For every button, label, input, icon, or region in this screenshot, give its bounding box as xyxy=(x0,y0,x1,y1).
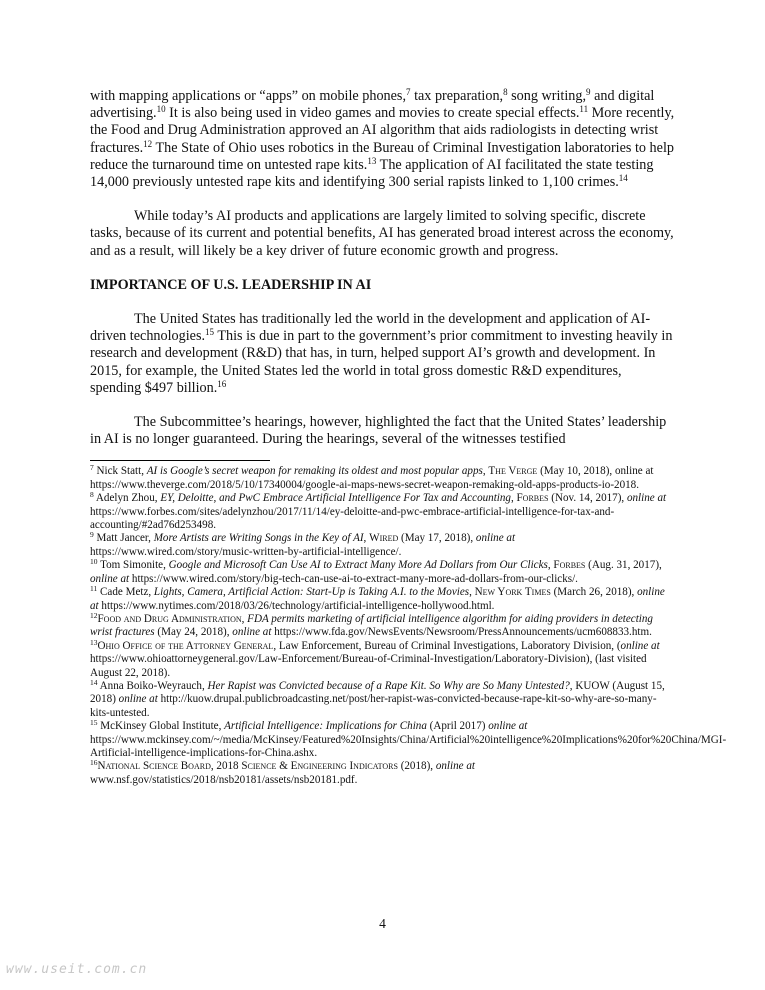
paragraph-broad-interest: While today’s AI products and applications are largely limited to solving specific, discrete tasks, because of its current and potential benefits, AI has generated broad interest across the economy, and as a result, will likely be a key driver of future economic growth and progress. xyxy=(90,208,674,259)
footnote-16: $^{16}$National Science Board, 2018 Science & Engineering Indicators (2018), online at www.nsf.gov/statistics/2018/nsb20181/assets/nsb20181.pdf. xyxy=(90,758,475,786)
paragraph-gap xyxy=(90,294,676,311)
paragraph-subcommittee: The Subcommittee’s hearings, however, highlighted the fact that the United States’ leadership in AI is no longer guaranteed. During the hearings, several of the witnesses testified xyxy=(90,414,667,448)
footnote-ref-16[interactable]: 16 xyxy=(217,378,227,389)
footnote-15: $^{15}$ McKinsey Global Institute, Artificial Intelligence: Implications for China (April 2017) online at https://www.mckinsey.com/~/media/McKinsey/Featured%20Insights/China/Artificial%20intelligence%20Implications%20for%20China/MGI-Artificial-intelligence-implications-for-China.ashx. xyxy=(90,718,727,759)
footnote-ref-7[interactable]: 7 xyxy=(406,87,411,97)
footnote-ref-13[interactable]: 13 xyxy=(367,155,377,166)
footnote-ref-9[interactable]: 9 xyxy=(586,87,591,97)
footnote-separator xyxy=(90,460,270,461)
footnote-10: $^{10}$ Tom Simonite, Google and Microsoft Can Use AI to Extract Many More Ad Dollars from Our Clicks, Forbes (Aug. 31, 2017), online at https://www.wired.com/story/big-tech-can-use-ai-to-extract-many-more-ad-dollars-from-our-clicks/. xyxy=(90,557,662,585)
footnote-11: $^{11}$ Cade Metz, Lights, Camera, Artificial Action: Start-Up is Taking A.I. to the Movies, New York Times (March 26, 2018), online at https://www.nytimes.com/2018/03/26/technology/artificial-intelligence-hollywood.html. xyxy=(90,584,665,612)
footnote-14: $^{14}$ Anna Boiko-Weyrauch, Her Rapist was Convicted because of a Rape Kit. So Why are So Many Untested?, KUOW (August 15, 2018) online at http://kuow.drupal.publicbroadcasting.net/post/her-rapist-was-convicted-because-rape-kit-so-why-are-so-many-kits-untested. xyxy=(90,677,665,719)
document-page xyxy=(90,87,727,787)
paragraph-gap xyxy=(90,191,676,208)
paragraph-us-leadership: The United States has traditionally led the world in the development and application of AI-driven technologies.$^{15}$ This is due in part to the government’s prior commitment to investing heavily in research and development (R&D) that has, in turn, helped support AI’s growth and development. In 2015, for example, the United States led the world in total gross domestic R&D expenditures, spending $497 billion.$^{16}$ xyxy=(90,311,673,396)
footnote-ref-8[interactable]: 8 xyxy=(503,87,508,97)
footnote-8: $^8$ Adelyn Zhou, EY, Deloitte, and PwC Embrace Artificial Intelligence For Tax and Accounting, Forbes (Nov. 14, 2017), online at https://www.forbes.com/sites/adelynzhou/2017/11/14/ey-deloitte-and-pwc-embrace-artificial-intelligence-for-tax-and-accounting/#2ad76d253498. xyxy=(90,490,667,532)
footnote-ref-10[interactable]: 10 xyxy=(156,104,166,115)
section-heading: IMPORTANCE OF U.S. LEADERSHIP IN AI xyxy=(90,276,372,293)
paragraph-gap xyxy=(90,397,676,414)
watermark: www.useit.com.cn xyxy=(6,962,148,977)
footnote-ref-12[interactable]: 12 xyxy=(143,138,153,149)
footnote-ref-15[interactable]: 15 xyxy=(205,327,215,338)
footnote-13: $^{13}$Ohio Office of the Attorney General, Law Enforcement, Bureau of Criminal Investigations, Laboratory Division, (online at https://www.ohioattorneygeneral.gov/Law-Enforcement/Bureau-of-Criminal-Investigation/Laboratory-Division), (last visited August 22, 2018). xyxy=(90,637,660,679)
footnote-ref-11[interactable]: 11 xyxy=(579,104,589,115)
footnote-7: $^7$ Nick Statt, AI is Google’s secret weapon for remaking its oldest and most popular apps, The Verge (May 10, 2018), online at https://www.theverge.com/2018/5/10/17340004/google-ai-maps-news-secret-weapon-remaking-old-apps-products-io-2018. xyxy=(90,463,654,491)
page-number: 4 xyxy=(379,916,386,931)
footnote-9: $^9$ Matt Jancer, More Artists are Writing Songs in the Key of AI, Wired (May 17, 2018), online at https://www.wired.com/story/music-written-by-artificial-intelligence/. xyxy=(90,530,516,558)
paragraph-ai-applications: with mapping applications or “apps” on mobile phones,$^7$ tax preparation,$^8$ song writing,$^9$ and digital advertising.$^{10}$ It is also being used in video games and movies to create special effects.$^{11}$ More recently, the Food and Drug Administration approved an AI algorithm that aids radiologists in detecting wrist fractures.$^{12}$ The State of Ohio uses robotics in the Bureau of Criminal Investigation laboratories to help reduce the turnaround time on untested rape kits.$^{13}$ The application of AI facilitated the state testing 14,000 previously untested rape kits and identifying 300 serial rapists linked to 1,100 crimes.$^{14}$ xyxy=(90,87,675,191)
footnote-12: $^{12}$Food and Drug Administration, FDA permits marketing of artificial intelligence algorithm for aiding providers in detecting wrist fractures (May 24, 2018), online at https://www.fda.gov/NewsEvents/Newsroom/PressAnnouncements/ucm608833.htm. xyxy=(90,610,653,639)
paragraph-gap xyxy=(90,260,676,277)
footnote-ref-14[interactable]: 14 xyxy=(618,173,628,184)
footnotes xyxy=(90,463,727,787)
